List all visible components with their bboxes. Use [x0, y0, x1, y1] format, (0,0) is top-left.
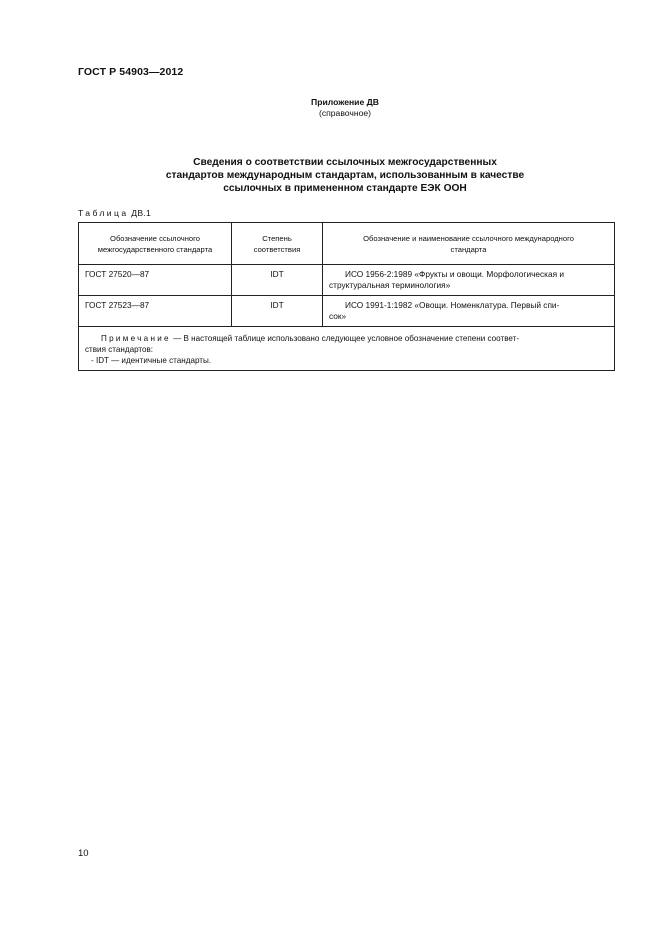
note-list-item: - IDT — идентичные стандарты.: [91, 356, 212, 365]
header-cell-degree: [232, 223, 323, 265]
table-note-row: [79, 327, 615, 371]
correspondence-table: [78, 222, 615, 371]
header-cell-international-standard: [323, 223, 615, 265]
note-text: — В настоящей таблице использовано следующее условное обозначение степени соответ-: [173, 334, 520, 343]
cell-standard-code: ГОСТ 27520—87: [79, 265, 232, 296]
note-text-continued: ствия стандартов:: [85, 345, 154, 354]
cell-text: ИСО 1956-2:1989 «Фрукты и овощи. Морфологическая и: [345, 269, 565, 279]
header-text: стандарта: [450, 244, 487, 254]
cell-degree: IDT: [232, 296, 323, 327]
header-text: Обозначение ссылочного: [110, 233, 200, 243]
header-cell-interstate-standard: [79, 223, 232, 265]
table-note: [79, 327, 615, 371]
cell-standard-code: ГОСТ 27523—87: [79, 296, 232, 327]
cell-text: ИСО 1991-1:1982 «Овощи. Номенклатура. Первый спи-: [345, 300, 560, 310]
cell-international-standard: [323, 265, 615, 296]
table-header-row: [79, 223, 615, 265]
table-label-word: Таблица: [78, 208, 129, 218]
table-row: [79, 265, 615, 296]
cell-text: структуральная терминология»: [329, 280, 451, 290]
note-heading: Примечание: [101, 334, 171, 343]
table-row: [79, 296, 615, 327]
page-number: 10: [78, 848, 89, 859]
header-text: Степень: [262, 233, 292, 243]
appendix-heading: [0, 97, 661, 119]
table-label-number: ДВ.1: [131, 208, 152, 218]
document-title-line-3: ссылочных в примененном стандарте ЕЭК ООН: [223, 183, 467, 194]
appendix-subtitle: (справочное): [318, 108, 372, 118]
table-label: [78, 208, 151, 218]
document-title: [0, 156, 661, 195]
document-title-line-2: стандартов международным стандартам, использованным в качестве: [165, 170, 525, 181]
header-text: Обозначение и наименование ссылочного международного: [363, 233, 574, 243]
cell-degree: IDT: [232, 265, 323, 296]
header-text: соответствия: [253, 244, 301, 254]
appendix-title: Приложение ДВ: [311, 97, 379, 107]
header-text: межгосударственного стандарта: [97, 244, 213, 254]
cell-text: сок»: [329, 311, 347, 321]
cell-international-standard: [323, 296, 615, 327]
page-header-standard-code: ГОСТ Р 54903—2012: [78, 66, 184, 78]
document-title-line-1: Сведения о соответствии ссылочных межгосударственных: [193, 157, 497, 168]
